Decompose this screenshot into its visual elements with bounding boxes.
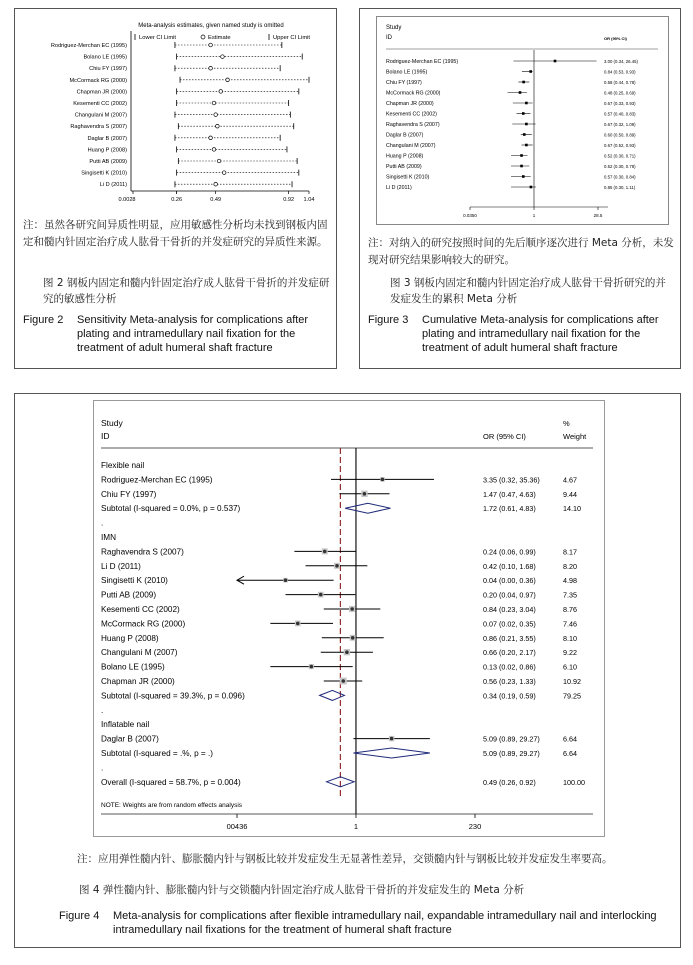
fig4-or-label: 0.86 (0.21, 3.55): [483, 633, 536, 643]
fig4-weight-label: 100.00: [563, 777, 585, 787]
fig3-point: [525, 144, 528, 147]
fig2-estimate-point: [219, 90, 223, 94]
fig2-study-label: Raghavendra S (2007): [70, 124, 127, 131]
fig3-or-label: 0.84 (0.53, 0.93): [604, 69, 636, 75]
fig2-estimate-point: [217, 159, 221, 163]
fig3-study-label: Chapman JR (2000): [386, 101, 434, 107]
fig3-study-label: Singisetti K (2010): [386, 174, 430, 181]
fig4-point: [323, 550, 327, 554]
fig4-point: [390, 737, 394, 741]
fig3-study-label: Changulani M (2007): [386, 143, 436, 149]
fig2-note: 注：虽然各研究间异质性明显，应用敏感性分析均未找到钢板内固定和髓内针固定治疗成人肱骨干骨折的并发症研究的异质性来源。: [23, 219, 328, 248]
fig2-xtick-label: 0.49: [210, 197, 222, 203]
fig4-row-label: Subtotal (I-squared = 39.3%, p = 0.096): [101, 691, 245, 701]
fig2-ticks: [118, 191, 314, 203]
fig4-row-label: Changulani M (2007): [101, 648, 178, 658]
fig3-study-label: Rodriguez-Merchan EC (1995): [386, 59, 459, 65]
fig4-header-study: Study: [101, 418, 123, 428]
fig3-or-label: 0.67 (0.33, 0.93): [604, 101, 636, 106]
fig4-weight-label: 10.92: [563, 677, 581, 686]
fig2-rows: [51, 42, 309, 188]
fig4-header-pct: %: [563, 419, 570, 428]
fig4-weight-label: 8.20: [563, 561, 577, 571]
fig4-row-label: Raghavendra S (2007): [101, 547, 184, 557]
fig4-row-label: Subtotal (I-squared = 0.0%, p = 0.537): [101, 504, 241, 514]
fig4-point: [341, 679, 345, 683]
fig4-row-label: .: [101, 518, 104, 528]
fig4-row-label: Putti AB (2009): [101, 590, 157, 600]
fig3-or-label: 0.67 (0.52, 0.93): [604, 143, 636, 148]
fig3-study-label: McCormack RG (2000): [386, 90, 441, 97]
fig4-or-label: 5.09 (0.89, 29.27): [483, 734, 540, 744]
fig2-estimate-point: [209, 66, 213, 70]
fig4-row-label: Overall (I-squared = 58.7%, p = 0.004): [101, 777, 241, 787]
fig2-study-label: Kesementi CC (2002): [73, 101, 127, 107]
fig4-weight-label: 7.35: [563, 590, 577, 600]
fig3-header-id: ID: [386, 35, 392, 41]
fig4-weight-label: 6.10: [563, 662, 577, 672]
fig2-xtick-label: 0.92: [283, 197, 295, 203]
figure-3-panel: [359, 8, 681, 369]
fig2-estimate-point: [221, 55, 225, 59]
fig2-estimate-point: [209, 136, 213, 140]
fig4-row-label: Subtotal (I-squared = .%, p = .): [101, 749, 213, 758]
figure-2-plot: [15, 9, 336, 214]
fig4-point: [284, 578, 288, 582]
fig2-estimate-point: [216, 124, 220, 128]
fig4-subtotal-diamond: [353, 748, 429, 758]
fig4-or-label: 0.20 (0.04, 0.97): [483, 590, 536, 600]
fig4-or-label: 0.84 (0.23, 3.04): [483, 605, 536, 614]
fig4-weight-label: 9.44: [563, 489, 577, 499]
fig4-row-label: .: [101, 763, 104, 773]
fig3-point: [525, 123, 528, 126]
fig4-point: [319, 593, 323, 597]
fig4-xtick-label: 1: [353, 822, 359, 831]
fig2-estimate-point: [212, 101, 216, 105]
fig3-study-label: Li D (2011): [386, 185, 412, 191]
fig4-weight-label: 4.98: [563, 576, 577, 586]
fig4-header-or: OR (95% CI): [483, 432, 526, 441]
fig4-weight-label: 8.10: [563, 633, 577, 643]
fig3-point: [523, 133, 526, 136]
fig4-weight-label: 8.76: [563, 605, 577, 614]
fig4-weight-label: 7.46: [563, 619, 577, 629]
figure-3-plot: [360, 9, 680, 229]
fig3-or-label: 0.60 (0.50, 0.89): [604, 132, 636, 138]
fig4-row-label: IMN: [101, 533, 117, 542]
fig2-caption-en: Sensitivity Meta-analysis for complications after plating and intramedullary nail fixation for the treatment of adult humeral shaft fracture: [77, 314, 309, 354]
fig4-or-label: 0.04 (0.00, 0.36): [483, 576, 536, 586]
fig4-row-label: Singisetti K (2010): [101, 576, 168, 586]
fig3-header-or: OR (95% CI): [604, 36, 627, 41]
figure-2-panel: [14, 8, 337, 369]
fig3-point: [520, 154, 523, 157]
fig3-or-label: 0.85 (0.30, 1.11): [604, 185, 636, 190]
fig2-estimate-point: [212, 148, 216, 152]
fig3-study-label: Daglar B (2007): [386, 132, 424, 139]
fig2-legend-upper: Upper CI Limit: [273, 35, 311, 41]
figure-4-panel: [14, 393, 681, 948]
fig4-row-label: Inflatable nail: [101, 720, 150, 730]
fig3-point: [522, 112, 525, 115]
fig2-legend-estimate: Estimate: [208, 35, 231, 41]
fig4-row-label: .: [101, 705, 104, 715]
fig2-plot-title: Meta-analysis estimates, given named study is omitted: [138, 23, 284, 29]
fig3-point: [530, 186, 533, 189]
fig3-caption-cn: 图 3 钢板内固定和髓内针固定治疗成人肱骨干骨折研究的并发症发生的累积 Meta 分析: [390, 277, 666, 305]
fig4-weight-label: 14.10: [563, 504, 581, 514]
fig2-xtick-label: 0.26: [171, 197, 183, 203]
fig3-caption-en: Cumulative Meta-analysis for complications after plating and intramedullary nail fixation for the treatment of adult humeral shaft fracture: [422, 314, 659, 354]
fig4-row-label: Daglar B (2007): [101, 734, 159, 744]
fig4-xtick-label: 230: [468, 822, 482, 831]
fig3-or-label: 0.57 (0.30, 0.84): [604, 174, 636, 180]
fig4-or-label: 0.49 (0.26, 0.92): [483, 777, 536, 787]
fig3-point: [519, 91, 522, 94]
fig4-weight-label: 4.67: [563, 475, 577, 485]
fig3-or-label: 0.52 (0.30, 0.71): [604, 153, 636, 159]
fig4-note: 注：应用弹性髓内针、膨胀髓内针与钢板比较并发症发生无显著性差异，交锁髓内针与钢板比较并发症发生率要高。: [77, 853, 613, 865]
fig2-xtick-label: 0.0028: [118, 197, 136, 203]
fig4-point: [350, 607, 354, 611]
fig3-rows: [386, 59, 638, 191]
fig2-legend-lower: Lower CI Limit: [139, 35, 177, 41]
fig4-footnote: NOTE: Weights are from random effects analysis: [101, 802, 243, 809]
fig4-or-label: 5.09 (0.89, 29.27): [483, 749, 540, 758]
fig4-or-label: 0.24 (0.06, 0.99): [483, 547, 536, 557]
fig4-row-label: Bolano LE (1995): [101, 662, 165, 672]
fig4-header-id: ID: [101, 431, 110, 441]
fig4-or-label: 0.34 (0.19, 0.59): [483, 691, 536, 701]
fig4-weight-label: 9.22: [563, 648, 577, 658]
fig4-or-label: 0.66 (0.20, 2.17): [483, 648, 536, 658]
fig4-point: [296, 622, 300, 626]
fig3-or-label: 0.52 (0.30, 0.78): [604, 164, 636, 169]
fig4-or-label: 0.42 (0.10, 1.68): [483, 561, 536, 571]
fig4-row-label: Li D (2011): [101, 561, 141, 571]
fig3-or-label: 0.58 (0.44, 0.78): [604, 80, 636, 85]
fig4-point: [381, 478, 385, 482]
fig3-point: [529, 70, 532, 73]
fig2-study-label: Li D (2011): [99, 182, 127, 189]
fig4-caption-en-label: Figure 4: [59, 910, 100, 922]
fig4-point: [310, 665, 314, 669]
fig4-point: [351, 636, 355, 640]
fig2-study-label: Daglar B (2007): [87, 135, 127, 142]
fig4-point: [335, 564, 339, 568]
fig3-study-label: Bolano LE (1995): [386, 69, 428, 76]
fig2-study-label: Singisetti K (2010): [81, 170, 127, 177]
fig3-point: [520, 165, 523, 168]
fig4-point: [363, 492, 367, 496]
fig3-point: [522, 81, 525, 84]
fig3-caption-en-label: Figure 3: [368, 314, 409, 326]
fig4-or-label: 1.72 (0.61, 4.83): [483, 504, 536, 514]
fig4-or-label: 0.07 (0.02, 0.35): [483, 619, 536, 629]
fig3-or-label: 0.67 (0.32, 1.09): [604, 122, 636, 127]
fig4-row-label: Huang P (2008): [101, 633, 159, 643]
fig4-row-label: Rodriguez-Merchan EC (1995): [101, 475, 213, 485]
fig2-study-label: Rodriguez-Merchan EC (1995): [50, 43, 127, 49]
fig2-estimate-point: [209, 43, 213, 47]
fig3-point: [525, 102, 528, 105]
fig2-estimate-point: [214, 182, 218, 186]
fig2-study-label: Huang P (2008): [87, 147, 127, 154]
fig3-study-label: Raghavendra S (2007): [386, 122, 440, 128]
fig3-header-study: Study: [386, 25, 402, 31]
fig3-xtick-label: 0.0350: [463, 213, 477, 218]
fig2-estimate-point: [222, 171, 226, 175]
figure-4-plot: [15, 394, 680, 844]
fig3-study-label: Putti AB (2009): [386, 164, 422, 170]
fig4-or-label: 0.56 (0.23, 1.33): [483, 677, 536, 686]
fig4-row-label: Chiu FY (1997): [101, 489, 157, 499]
fig4-caption-en: Meta-analysis for complications after flexible intramedullary nail, expandable intramedullary nail and interlocking intramedullary nail fixations for the treatment of humeral shaft fracture: [113, 910, 657, 936]
fig4-weight-label: 8.17: [563, 547, 577, 557]
fig4-or-label: 0.13 (0.02, 0.86): [483, 662, 536, 672]
fig3-xtick-label: 28.5: [593, 213, 603, 218]
fig4-row-label: McCormack RG (2000): [101, 619, 186, 629]
fig2-legend: [135, 34, 310, 41]
fig4-row-label: Kesementi CC (2002): [101, 605, 180, 614]
fig3-note: 注：对纳入的研究按照时间的先后顺序逐次进行 Meta 分析，未发现对研究结果影响较大的研究。: [368, 237, 674, 266]
fig4-ticks: [227, 814, 482, 831]
fig2-study-label: Putti AB (2009): [89, 159, 127, 165]
fig3-ticks: [463, 207, 603, 218]
fig3-study-label: Huang P (2008): [386, 153, 424, 160]
fig4-weight-label: 6.64: [563, 734, 577, 744]
fig3-point: [554, 60, 557, 63]
fig4-subtotal-diamond: [345, 503, 390, 513]
fig2-study-label: Chapman JR (2000): [76, 89, 127, 96]
fig4-weight-label: 79.25: [563, 691, 581, 701]
fig3-study-label: Chiu FY (1997): [386, 80, 422, 86]
fig2-estimate-point: [226, 78, 230, 82]
fig2-study-label: Chiu FY (1997): [89, 66, 127, 73]
fig3-point: [522, 175, 525, 178]
fig2-estimate-point: [214, 113, 218, 117]
fig4-row-label: Chapman JR (2000): [101, 677, 175, 686]
fig3-or-label: 0.57 (0.40, 0.83): [604, 111, 636, 117]
fig4-point: [345, 650, 349, 654]
fig4-or-label: 3.35 (0.32, 35.36): [483, 475, 540, 485]
fig3-or-label: 3.00 (0.34, 26.45): [604, 59, 638, 64]
fig3-or-label: 0.48 (0.25, 0.69): [604, 90, 636, 96]
fig4-xtick-label: 00436: [226, 822, 248, 831]
fig4-rows: [101, 461, 585, 787]
fig4-weight-label: 6.64: [563, 749, 577, 758]
fig4-header-weight: Weight: [563, 432, 587, 441]
fig4-or-label: 1.47 (0.47, 4.63): [483, 489, 536, 499]
fig2-study-label: Changulani M (2007): [74, 112, 127, 119]
fig2-xtick-label: 1.04: [303, 197, 315, 203]
fig2-caption-cn: 图 2 钢板内固定和髓内针固定治疗成人肱骨干骨折的并发症研究的敏感性分析: [43, 277, 330, 305]
fig3-xtick-label: 1: [532, 213, 536, 218]
fig2-study-label: McCormack RG (2000): [69, 77, 127, 84]
fig3-study-label: Kesementi CC (2002): [386, 111, 437, 118]
fig2-caption-en-label: Figure 2: [23, 314, 64, 326]
fig4-row-label: Flexible nail: [101, 461, 145, 470]
fig2-study-label: Bolano LE (1995): [83, 54, 127, 61]
fig4-caption-cn: 图 4 弹性髓内针、膨胀髓内针与交锁髓内针固定治疗成人肱骨干骨折的并发症发生的 Meta 分析: [79, 884, 525, 896]
